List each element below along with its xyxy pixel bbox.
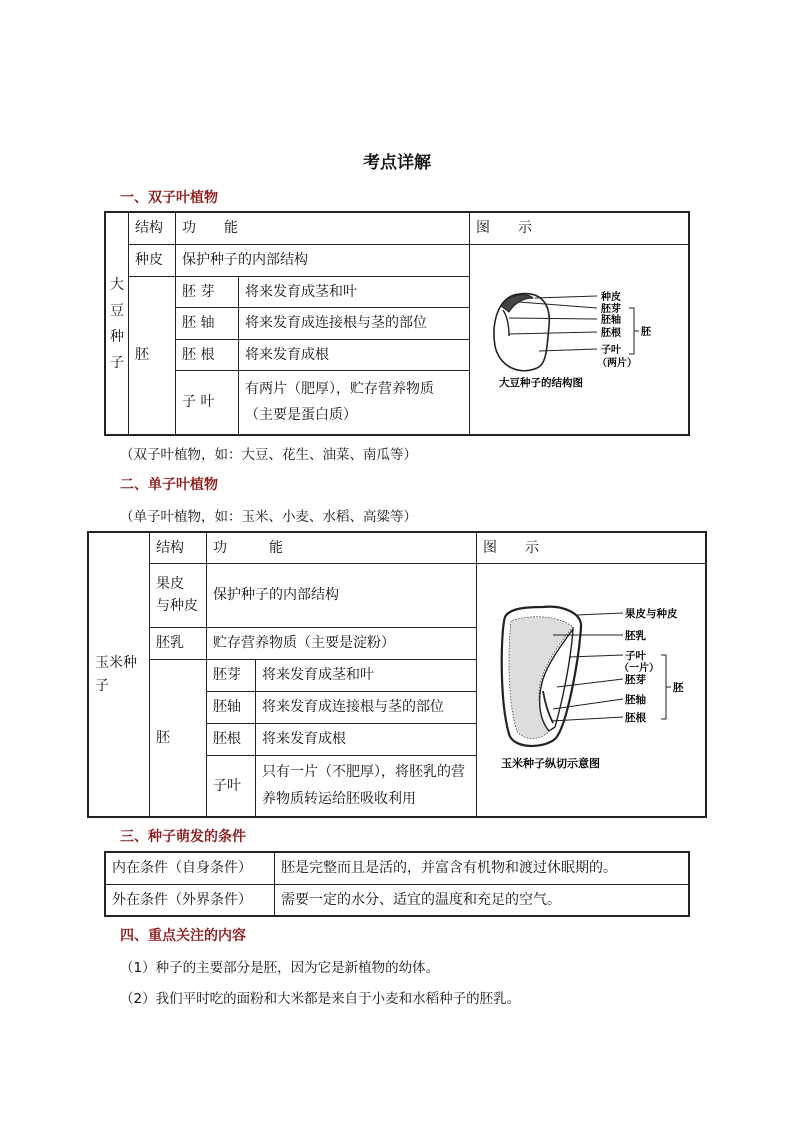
- row-function: 只有一片（不肥厚），将胚乳的营 养物质转运给胚吸收利用: [256, 755, 477, 817]
- diagram-caption: 玉米种子纵切示意图: [501, 756, 600, 770]
- endosperm-name: 胚乳: [150, 627, 207, 659]
- header-figure: 图 示: [470, 212, 690, 244]
- diagram-label-pericarp: 果皮与种皮: [625, 607, 678, 620]
- page-title: 考点详解: [363, 153, 431, 173]
- monocot-table: [87, 531, 707, 818]
- row-name: 子 叶: [176, 370, 239, 435]
- diagram-label-radicle: 胚根: [625, 711, 646, 724]
- soybean-diagram-cell: [470, 244, 690, 435]
- header-function: 功 能: [176, 212, 470, 244]
- soybean-seed-label: 大 豆 种 子: [105, 212, 129, 435]
- condition-desc: 胚是完整而且是活的，并富含有机物和渡过休眠期的。: [275, 852, 690, 884]
- header-function: 功 能: [207, 532, 477, 563]
- embryo-label: 胚: [150, 659, 207, 817]
- row-name: 子叶: [207, 755, 256, 817]
- embryo-label: 胚: [129, 277, 176, 435]
- diagram-label-plumule: 胚芽: [625, 673, 646, 686]
- seedcoat-name: 种皮: [129, 244, 176, 276]
- diagram-label-seedcoat: 种皮: [601, 291, 621, 303]
- pericarp-function: 保护种子的内部结构: [207, 563, 477, 627]
- row-function: 将来发育成茎和叶: [239, 277, 470, 308]
- diagram-label-endosperm: 胚乳: [625, 629, 646, 642]
- diagram-label-one-piece: （一片）: [619, 662, 659, 674]
- row-function: 将来发育成连接根与茎的部位: [256, 691, 477, 723]
- diagram-label-cotyledon: 子叶: [601, 344, 621, 356]
- header-figure: 图 示: [477, 532, 707, 563]
- key-point: （2）我们平时吃的面粉和大米都是来自于小麦和水稻种子的胚乳。: [120, 991, 521, 1007]
- row-function: 将来发育成茎和叶: [256, 659, 477, 691]
- dicot-note: （双子叶植物，如：大豆、花生、油菜、南瓜等）: [120, 447, 417, 463]
- diagram-label-radicle: 胚根: [601, 327, 621, 339]
- condition-name: 内在条件（自身条件）: [105, 852, 275, 884]
- key-point: （1）种子的主要部分是胚，因为它是新植物的幼体。: [120, 960, 440, 976]
- soybean-structure-diagram: [479, 276, 679, 396]
- row-name: 胚芽: [207, 659, 256, 691]
- dicot-table: [104, 211, 690, 436]
- row-function: 将来发育成根: [239, 339, 470, 370]
- endosperm-function: 贮存营养物质（主要是淀粉）: [207, 627, 477, 659]
- row-function: 将来发育成根: [256, 723, 477, 755]
- diagram-label-hypocotyl: 胚轴: [625, 693, 646, 706]
- pericarp-name: 果皮 与种皮: [150, 563, 207, 627]
- section-heading-monocot: 二、单子叶植物: [120, 477, 218, 493]
- corn-seed-label: 玉米种子: [88, 532, 150, 817]
- row-name: 胚 轴: [176, 308, 239, 339]
- header-structure: 结构: [129, 212, 176, 244]
- diagram-group-embryo: 胚: [641, 326, 651, 338]
- diagram-label-plumule: 胚芽: [601, 303, 621, 315]
- header-structure: 结构: [150, 532, 207, 563]
- row-function: 将来发育成连接根与茎的部位: [239, 308, 470, 339]
- condition-desc: 需要一定的水分、适宜的温度和充足的空气。: [275, 884, 690, 916]
- row-function: 有两片（肥厚），贮存营养物质 （主要是蛋白质）: [239, 370, 470, 435]
- condition-name: 外在条件（外界条件）: [105, 884, 275, 916]
- diagram-label-cotyledon: 子叶: [625, 649, 646, 662]
- diagram-label-hypocotyl: 胚轴: [601, 314, 621, 326]
- seedcoat-function: 保护种子的内部结构: [176, 244, 470, 276]
- row-name: 胚根: [207, 723, 256, 755]
- corn-diagram-cell: [477, 563, 707, 817]
- corn-structure-diagram: [483, 599, 699, 774]
- monocot-note: （单子叶植物，如：玉米、小麦、水稻、高粱等）: [120, 509, 417, 525]
- section-heading-germination: 三、种子萌发的条件: [120, 829, 246, 845]
- row-name: 胚 芽: [176, 277, 239, 308]
- diagram-label-two-pieces: （两片）: [597, 357, 637, 369]
- diagram-group-embryo: 胚: [673, 681, 684, 694]
- section-heading-key-points: 四、重点关注的内容: [120, 928, 246, 944]
- germination-table: [104, 851, 690, 917]
- row-name: 胚 根: [176, 339, 239, 370]
- diagram-caption: 大豆种子的结构图: [499, 376, 583, 389]
- section-heading-dicot: 一、双子叶植物: [120, 190, 218, 206]
- row-name: 胚轴: [207, 691, 256, 723]
